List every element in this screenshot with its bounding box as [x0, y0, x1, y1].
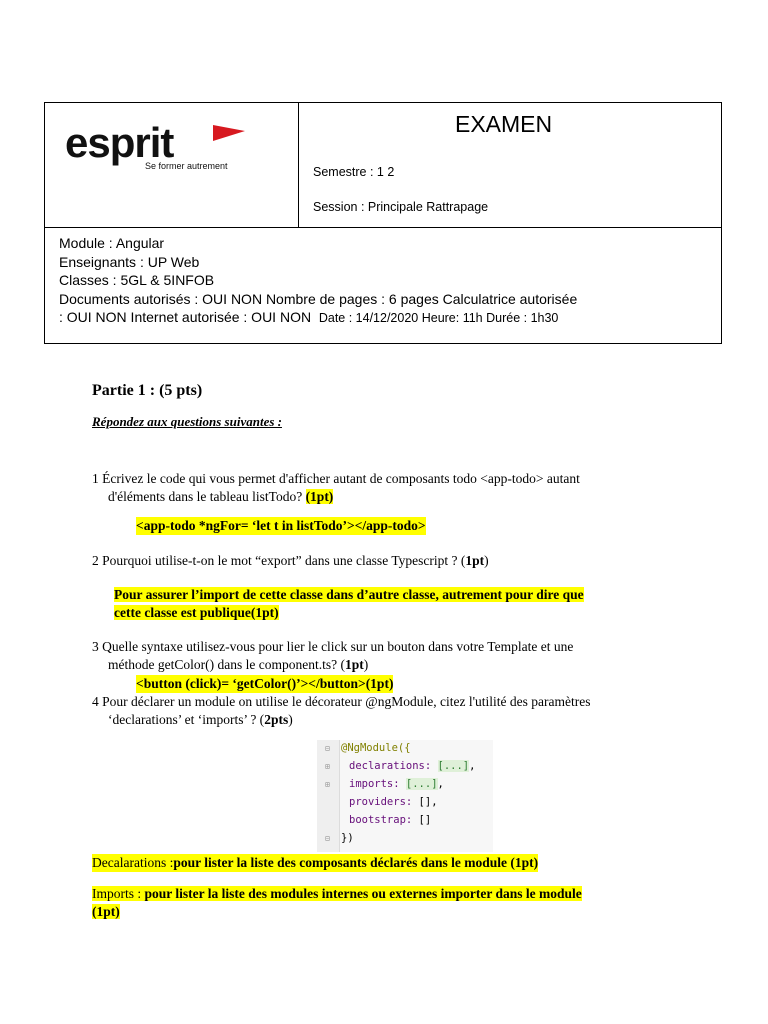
session-field: Session : Principale Rattrapage: [313, 200, 489, 214]
code-line-2: declarations: [...],: [349, 760, 476, 772]
classes-line: Classes : 5GL & 5INFOB: [59, 272, 215, 288]
question-2-close: ): [484, 553, 489, 568]
instruction-text: Répondez aux questions suivantes :: [92, 414, 282, 429]
question-1-text: d'éléments dans le tableau listTodo?: [108, 489, 303, 504]
fold-icon: ⊞: [325, 780, 330, 789]
answer-2-line2: cette classe est publique(1pt): [114, 605, 279, 620]
code-line-3: imports: [...],: [349, 778, 444, 790]
question-4-close: ): [288, 712, 293, 727]
code-line-6: }): [341, 832, 354, 844]
exam-header: [44, 102, 722, 344]
code-line-5: [349, 814, 431, 826]
answer-2-line1: Pour assurer l’import de cette classe dans d’autre classe, autrement pour dire que: [114, 587, 584, 602]
header-vertical-divider: [298, 103, 299, 227]
answer-2: [114, 586, 584, 622]
module-line: Module : Angular: [59, 235, 165, 251]
partie-title: Partie 1 : (5 pts): [92, 382, 203, 399]
code-bootstrap-val: []: [418, 814, 432, 826]
answer-imports-text: pour lister la liste des modules internes ou externes importer dans le module: [144, 886, 582, 901]
question-1: [92, 470, 580, 506]
esprit-logo: [63, 117, 283, 177]
question-4: [92, 693, 590, 729]
code-declarations-key: declarations:: [349, 760, 432, 772]
answer-declarations-label: Decalarations :: [92, 855, 174, 870]
question-4-line2: [92, 711, 590, 729]
question-1-line1: 1 Écrivez le code qui vous permet d'afficher autant de composants todo <app-todo> autant: [92, 471, 580, 486]
fold-icon: ⊟: [325, 834, 330, 843]
code-line-4: [349, 796, 438, 808]
answer-imports-label: Imports :: [92, 886, 145, 901]
date-text: Date : 14/12/2020 Heure: 11h Durée : 1h30: [318, 311, 559, 325]
code-imports-key: imports:: [349, 778, 400, 790]
code-declarations-val: [...]: [437, 760, 470, 772]
header-horizontal-divider: [45, 227, 721, 228]
logo-tagline: Se former autrement: [145, 161, 228, 171]
question-3-points: 1pt: [344, 657, 364, 672]
documents-line: Documents autorisés : OUI NON Nombre de pages : 6 pages Calculatrice autorisée: [59, 290, 578, 307]
internet-text: : OUI NON Internet autorisée : OUI NON: [59, 309, 312, 325]
question-2: [92, 552, 489, 570]
answer-1: <app-todo *ngFor= ‘let t in listTodo’></app-todo>: [136, 518, 426, 533]
fold-icon: ⊟: [325, 744, 330, 753]
answer-imports: [92, 885, 582, 921]
question-3-line2: [92, 656, 573, 674]
logo-text: esprit: [65, 119, 174, 166]
question-3: [92, 638, 573, 674]
question-1-line2: [92, 488, 580, 506]
exam-title: EXAMEN: [455, 111, 553, 137]
code-line-1: @NgModule({: [341, 742, 411, 754]
code-bootstrap-key: bootstrap:: [349, 814, 413, 826]
code-providers-key: providers:: [349, 796, 413, 808]
ngmodule-code-image: [317, 740, 493, 852]
internet-date-line: [59, 308, 577, 328]
answer-declarations-text: pour lister la liste des composants déclarés dans le module (1pt): [173, 855, 539, 870]
logo-flag-icon: [213, 125, 245, 141]
question-3-close: ): [363, 657, 369, 672]
enseignants-line: Enseignants : UP Web: [59, 253, 200, 270]
code-providers-val: [],: [418, 796, 438, 808]
question-1-points: (1pt): [305, 489, 334, 504]
question-4-line1: 4 Pour déclarer un module on utilise le décorateur @ngModule, citez l'utilité des paramètres: [92, 694, 591, 709]
answer-3: <button (click)= ‘getColor()’></button>(1pt): [136, 676, 394, 691]
exam-info: [59, 234, 577, 328]
semestre-field: Semestre : 1 2: [313, 165, 395, 179]
answer-imports-text2: (1pt): [92, 904, 120, 919]
question-4-points: 2pts: [264, 712, 289, 727]
question-4-text: ‘declarations’ et ‘imports’ ? (: [108, 712, 265, 727]
fold-icon: ⊞: [325, 762, 330, 771]
question-3-line1: 3 Quelle syntaxe utilisez-vous pour lier le click sur un bouton dans votre Template et une: [92, 639, 574, 654]
question-2-points: 1pt: [465, 553, 485, 568]
question-2-text: 2 Pourquoi utilise-t-on le mot “export” dans une classe Typescript ? (: [92, 553, 466, 568]
code-imports-val: [...]: [405, 778, 438, 790]
answer-declarations: [92, 854, 538, 872]
question-3-text: méthode getColor() dans le component.ts? (: [108, 657, 345, 672]
